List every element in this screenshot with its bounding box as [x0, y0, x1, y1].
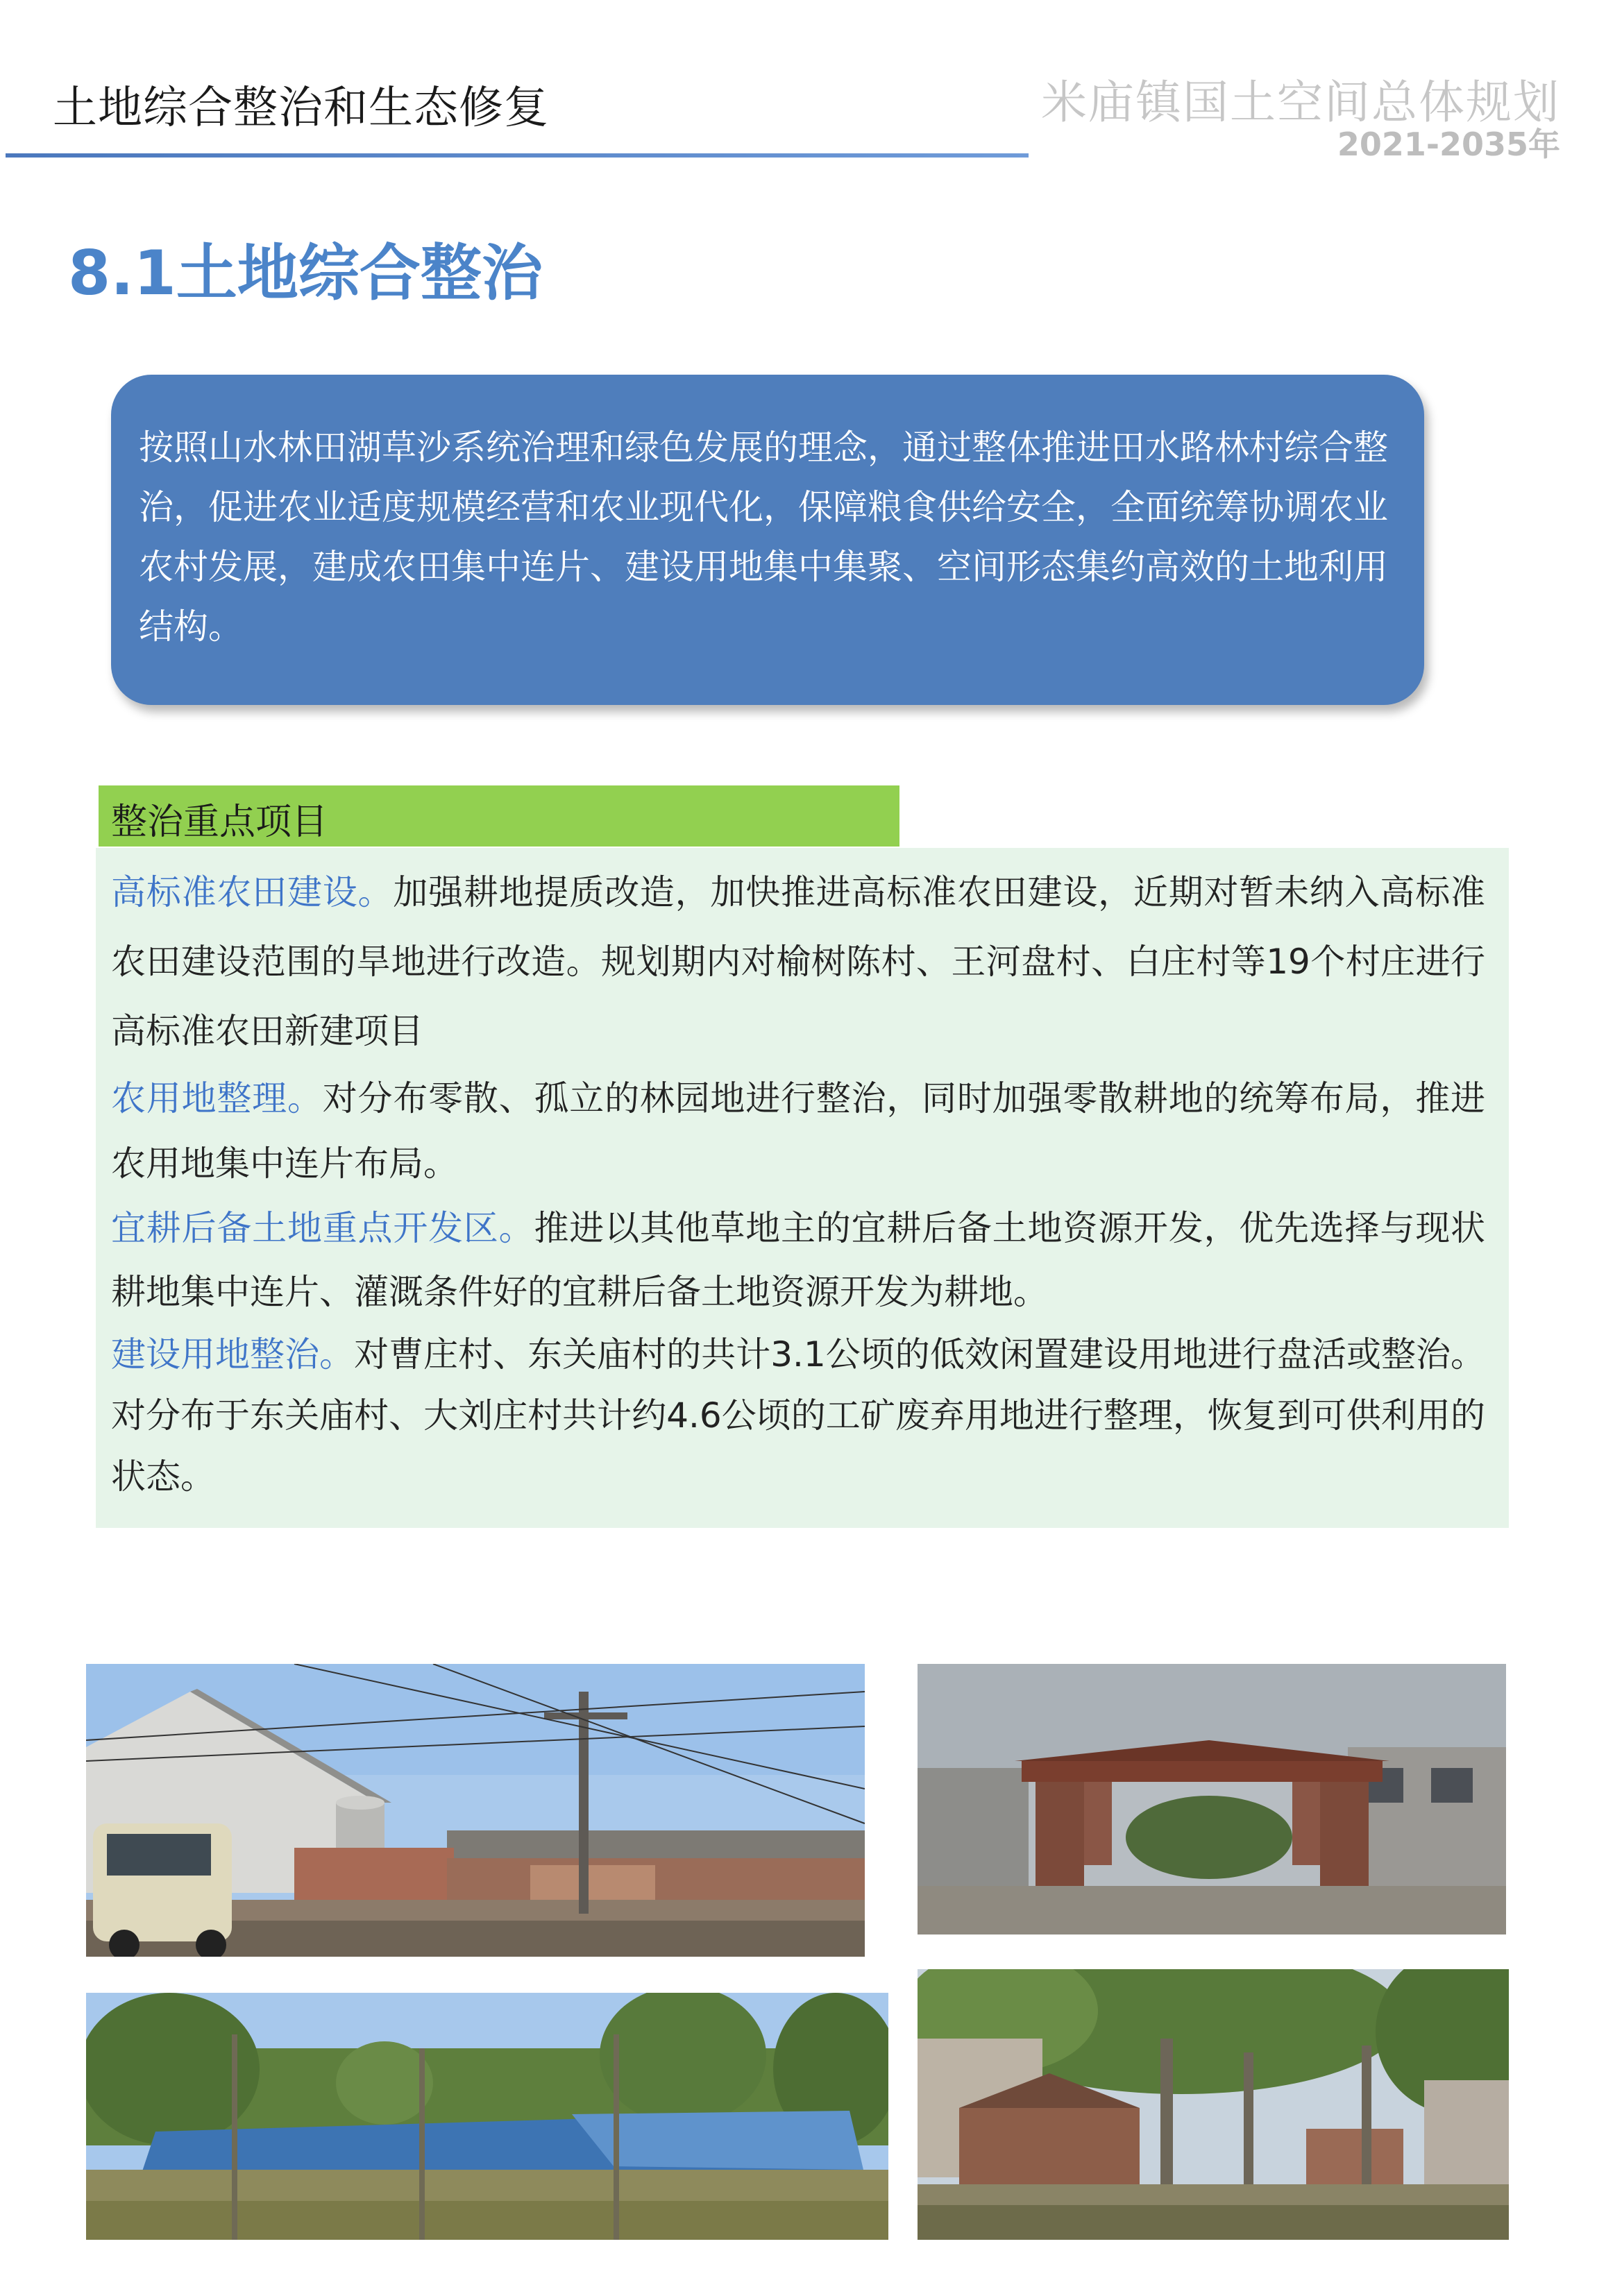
planning-period: 2021-2035年	[1337, 126, 1560, 163]
project-text: 对曹庄村、东关庙村的共计3.1公顷的低效闲置建设用地进行盘活或整治。对分布于东关庙村、大刘庄村共计约4.6公顷的工矿废弃用地进行整理，恢复到可供利用的状态。	[111, 1334, 1486, 1497]
chapter-heading: 8.1土地综合整治	[68, 237, 543, 309]
section-title: 土地综合整治和生态修复	[53, 83, 549, 134]
header-divider	[6, 153, 1029, 158]
project-text: 推进以其他草地主的宜耕后备土地资源开发，优先选择与现状耕地集中连片、灌溉条件好的宜耕后备土地资源开发为耕地。	[111, 1208, 1486, 1312]
project-item-farmland	[111, 858, 1485, 1066]
project-term: 建设用地整治。	[111, 1334, 355, 1375]
intro-text: 按照山水林田湖草沙系统治理和绿色发展的理念，通过整体推进田水路林村综合整治，促进农业适度规模经营和农业现代化，保障粮食供给安全，全面统筹协调农业农村发展，建成农田集中连片、建设用地集中集聚、空间形态集约高效的土地利用结构。	[139, 427, 1388, 647]
project-term: 宜耕后备土地重点开发区。	[111, 1208, 534, 1248]
project-text: 加强耕地提质改造，加快推进高标准农田建设，近期对暂未纳入高标准农田建设范围的旱地进行改造。规划期内对榆树陈村、王河盘村、白庄村等19个村庄进行高标准农田新建项目	[111, 872, 1486, 1051]
project-term: 农用地整理。	[111, 1078, 323, 1119]
photo-village-brick-buildings	[86, 1664, 865, 1957]
projects-label: 整治重点项目	[111, 801, 328, 843]
photo-trees-blue-sheds	[86, 1993, 888, 2240]
projects-list	[111, 858, 1485, 1507]
photo-village-gate	[918, 1664, 1506, 1934]
photo-brick-houses-trees	[918, 1969, 1509, 2240]
document-title: 米庙镇国土空间总体规划	[1041, 76, 1560, 129]
project-text: 对分布零散、孤立的林园地进行整治，同时加强零散耕地的统筹布局，推进农用地集中连片布局。	[111, 1078, 1486, 1184]
project-term: 高标准农田建设。	[111, 872, 394, 912]
project-item-agricultural-land	[111, 1066, 1485, 1196]
project-item-construction-land	[111, 1324, 1485, 1507]
project-item-reserve-land	[111, 1196, 1485, 1324]
